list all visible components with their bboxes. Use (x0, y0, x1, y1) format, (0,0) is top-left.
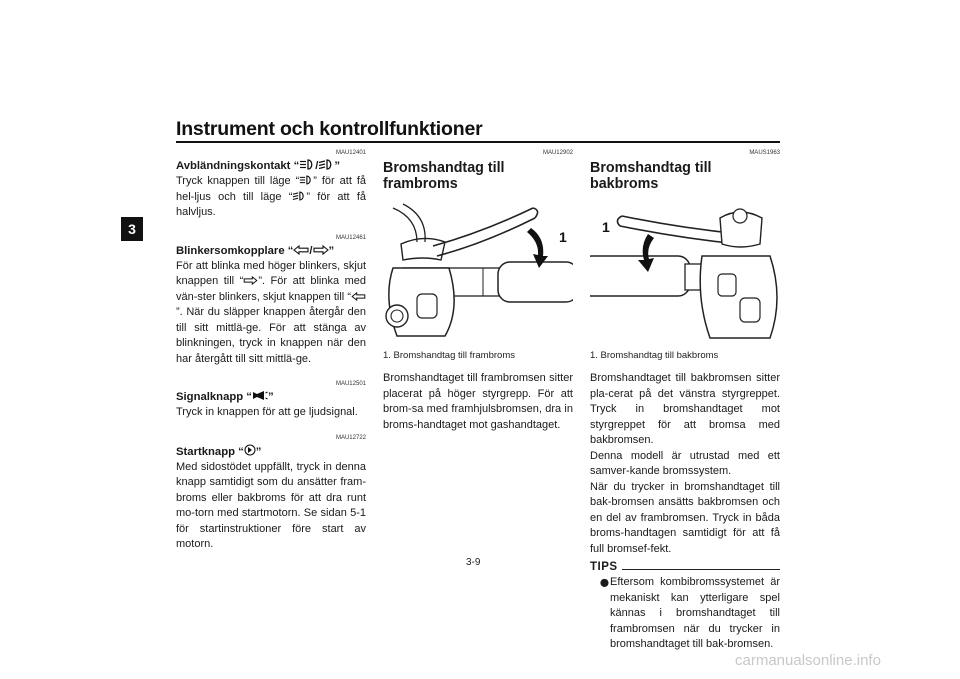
chapter-tab: 3 (121, 217, 143, 241)
rear-brake-heading: Bromshandtag till bakbroms (590, 160, 712, 192)
tip-text: Eftersom kombibromssystemet är mekaniskt kan ytterligare spel kännas i bromshandtaget till frambromsen när du trycker in bromshandtaget till bak-bromsen. (610, 576, 780, 650)
rear-brake-text-1: Bromshandtaget till bakbromsen sitter pla-cerat på det vänstra styrgreppet. Tryck in bromshandtaget mot styrgreppet för att bromsa med bakbromsen. (590, 372, 780, 446)
title-rule (176, 141, 780, 143)
turn-right-icon (243, 276, 258, 285)
watermark: carmanualsonline.info (735, 652, 881, 669)
dimmer-switch-heading: Avbländningskontakt “ / ” (176, 160, 341, 172)
low-beam-icon (318, 159, 334, 170)
high-beam-icon (299, 159, 315, 170)
reference-code: MAUS1963 (749, 150, 780, 156)
reference-code: MAU12501 (335, 381, 366, 387)
rear-brake-text-2: Denna modell är utrustad med ett samver-kande bromssystem. (590, 449, 780, 477)
reference-code: MAU12461 (335, 234, 366, 241)
horn-switch-heading: Signalknapp “ ” (176, 391, 274, 403)
reference-code: MAU12902 (542, 150, 573, 156)
start-switch-text: Med sidostödet uppfällt, tryck in denna knapp samtidigt som du ansätter fram-broms eller bakbroms för att dra runt mo-torn med startmotorn. Se sidan 5-1 för startinstruktioner före start av motorn. (176, 460, 366, 550)
turn-right-icon (313, 245, 329, 255)
high-beam-icon (299, 175, 313, 185)
low-beam-icon (292, 191, 306, 201)
front-brake-text: Bromshandtaget till frambromsen sitter placerat på höger styrgrepp. För att brom-sa med framhjulsbromsen, dra in broms-handtaget mot gashandtaget. (383, 372, 573, 431)
list-item (590, 575, 780, 653)
front-brake-lever-illustration (383, 198, 573, 344)
start-switch-heading: Startknapp “ ” (176, 445, 262, 458)
figure-callout-label: 1 (602, 219, 610, 235)
tips-rule (622, 569, 780, 570)
column-controls (176, 150, 366, 553)
front-brake-heading: Bromshandtag till frambroms (383, 160, 505, 192)
column-front-brake (383, 150, 573, 433)
turn-left-icon (351, 292, 366, 301)
turn-left-icon (293, 245, 309, 255)
turn-signal-text: För att blinka med höger blinkers, skjut knappen till “ ”. För att blinka med vän-ster blinkers, skjut knappen till “”. När du släpper knappen återgår den till sitt mittlä-ge. För att stänga av blinkningen, tryck in knappen när den har återgått till sitt mittlä-ge. (176, 259, 366, 365)
horn-icon (252, 390, 268, 401)
reference-code: MAU12722 (335, 434, 366, 441)
bullet-icon: ⬤ (600, 578, 609, 587)
rear-brake-caption: 1. Bromshandtag till bakbroms (590, 350, 719, 361)
page-number: 3-9 (466, 557, 481, 568)
dimmer-switch-text: Tryck knappen till läge “ ” för att få hel-ljus och till läge “ ” för att få halvljus. (176, 175, 367, 218)
column-rear-brake (590, 150, 780, 653)
rear-brake-lever-illustration (590, 198, 780, 344)
tips-heading: TIPS (590, 561, 780, 573)
figure-callout-label: 1 (559, 229, 567, 245)
rear-brake-text-3: När du trycker in bromshandtaget till bak-bromsen ansätts bakbromsen och en del av frambromsen. Tryck in båda broms-handtagen samtidigt för att få full bromsef-fekt. (590, 480, 780, 555)
front-brake-caption: 1. Bromshandtag till frambroms (383, 350, 515, 361)
page-title: Instrument och kontrollfunktioner (176, 118, 483, 140)
start-icon (244, 444, 256, 456)
horn-switch-text: Tryck in knappen för att ge ljudsignal. (176, 406, 358, 418)
turn-signal-heading: Blinkersomkopplare “ / ” (176, 244, 335, 257)
reference-code: MAU12401 (335, 150, 366, 156)
